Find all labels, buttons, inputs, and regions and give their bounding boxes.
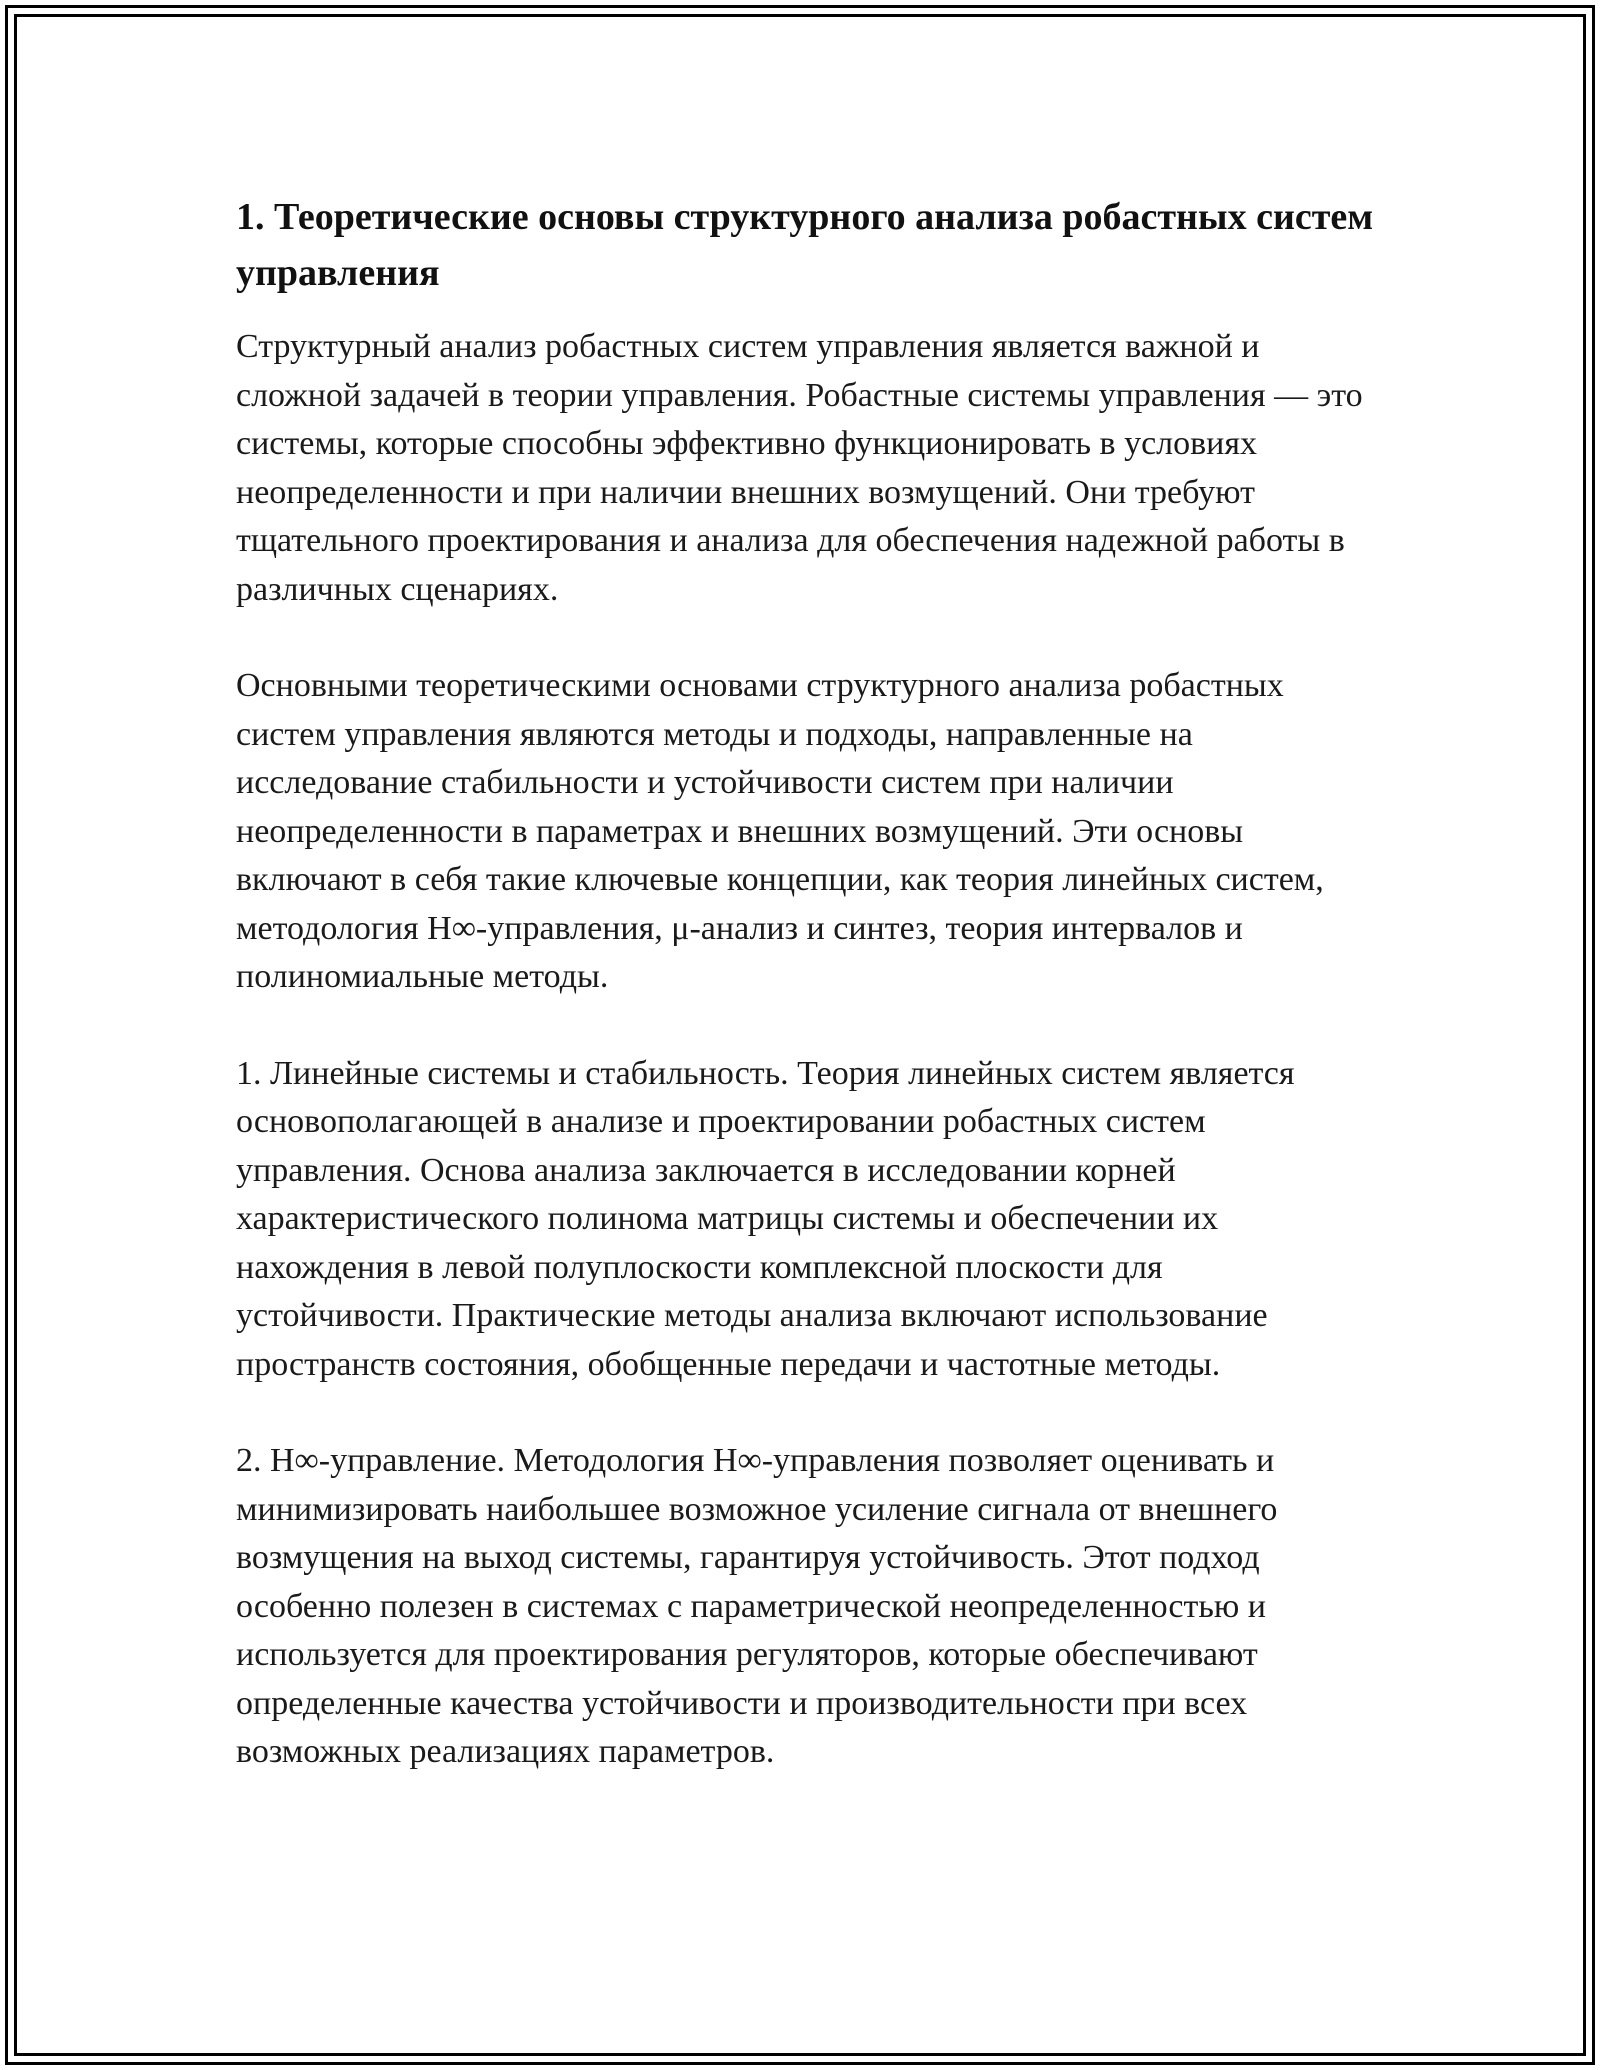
paragraph-linear-systems: 1. Линейные системы и стабильность. Теория линейных систем является основополагающей в анализе и проектировании робастных систем управления. Основа анализа заключается в исследовании корней характеристического полинома матрицы системы и обеспечении их нахождения в левой полуплоскости комплексной плоскости для устойчивости. Практические методы анализа включают использование пространств состояния, обобщенные передачи и частотные методы.	[236, 1054, 1295, 1383]
section-title: 1. Теоретические основы структурного анализа робастных систем управления	[236, 196, 1374, 294]
paragraph-h-infinity: 2. H∞-управление. Методология H∞-управления позволяет оценивать и минимизировать наибольшее возможное усиление сигнала от внешнего возмущения на выход системы, гарантируя устойчивость. Этот подход особенно полезен в системах с параметрической неопределенностью и используется для проектирования регуляторов, которые обеспечивают определенные качества устойчивости и производительности при всех возможных реализациях параметров.	[236, 1442, 1278, 1770]
document-body	[236, 189, 1376, 1825]
paragraph-intro: Структурный анализ робастных систем управления является важной и сложной задачей в теории управления. Робастные системы управления — это системы, которые способны эффективно функционировать в условиях неопределенности и при наличии внешних возмущений. Они требуют тщательного проектирования и анализа для обеспечения надежной работы в различных сценариях.	[236, 328, 1363, 608]
paragraph-foundations: Основными теоретическими основами структурного анализа робастных систем управления являются методы и подходы, направленные на исследование стабильности и устойчивости систем при наличии неопределенности в параметрах и внешних возмущений. Эти основы включают в себя такие ключевые концепции, как теория линейных систем, методология H∞-управления, μ-анализ и синтез, теория интервалов и полиномиальные методы.	[236, 667, 1324, 995]
